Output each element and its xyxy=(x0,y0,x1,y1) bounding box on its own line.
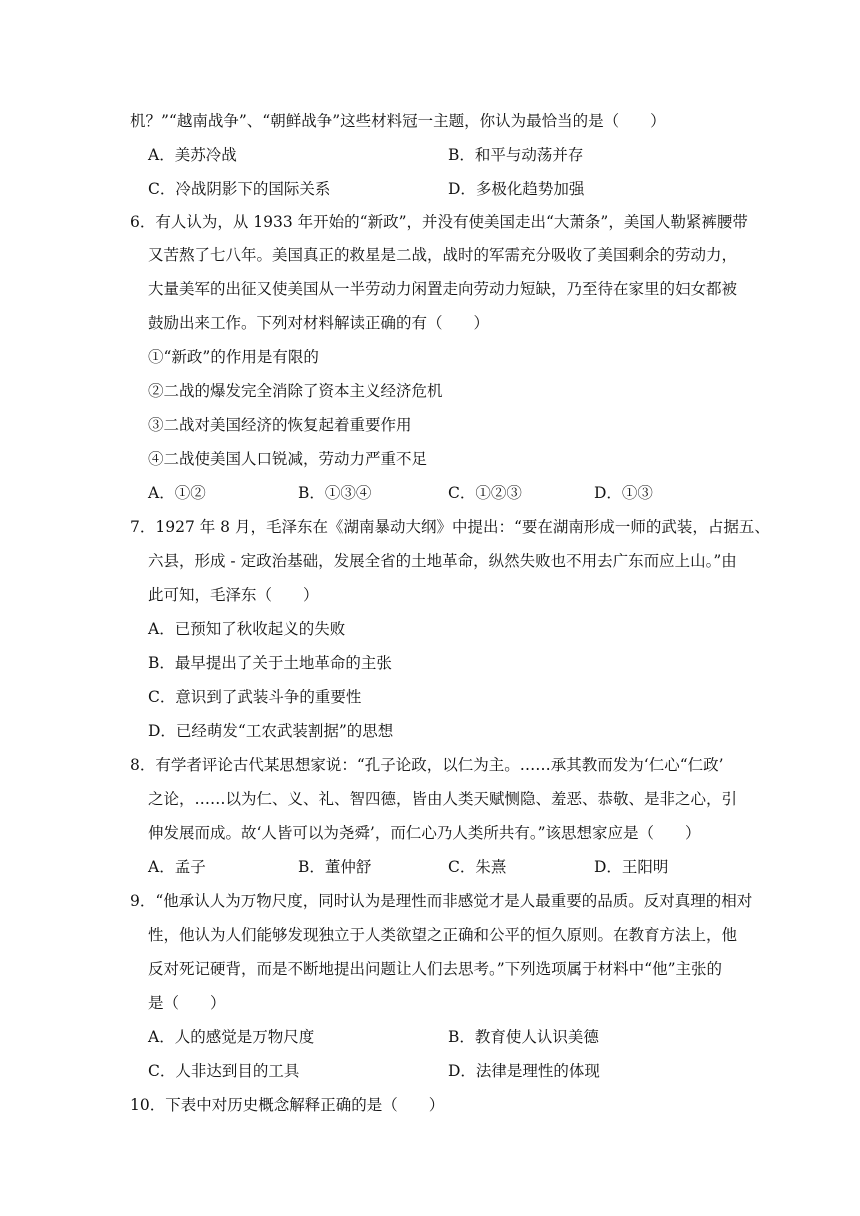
q7-option-c[interactable]: C．意识到了武装斗争的重要性 xyxy=(148,688,362,706)
q9-option-c[interactable]: C．人非达到目的工具 xyxy=(148,1062,300,1080)
q9-option-b[interactable]: B．教育使人认识美德 xyxy=(448,1028,599,1046)
q6-option-d[interactable]: D．①③ xyxy=(594,484,653,502)
q6-stem-line-3: 大量美军的出征又使美国从一半劳动力闲置走向劳动力短缺，乃至待在家里的妇女都被 xyxy=(148,280,738,298)
q8-option-d[interactable]: D．王阳明 xyxy=(594,858,669,876)
q8-stem-line-2: 之论，……以为仁、义、礼、智四德，皆由人类天赋恻隐、羞恶、恭敬、是非之心，引 xyxy=(148,790,738,808)
q8-stem-line-1: 8．有学者评论古代某思想家说：“孔子论政，以仁为主。……承其教而发为‘仁心“仁政’ xyxy=(130,756,724,774)
q9-stem-line-2: 性，他认为人们能够发现独立于人类欲望之正确和公平的恒久原则。在教育方法上，他 xyxy=(148,926,738,944)
q9-stem-line-4: 是（ ） xyxy=(148,994,226,1012)
q6-stem-line-1: 6．有人认为，从 1933 年开始的“新政”，并没有使美国走出“大萧条”，美国人勒紧裤腰带 xyxy=(130,213,748,231)
q5-option-c[interactable]: C．冷战阴影下的国际关系 xyxy=(148,180,331,198)
q6-statement-4: ④二战使美国人口锐减，劳动力严重不足 xyxy=(148,450,428,468)
q8-option-a[interactable]: A．孟子 xyxy=(148,858,206,876)
q6-statement-2: ②二战的爆发完全消除了资本主义经济危机 xyxy=(148,382,443,400)
q9-option-a[interactable]: A．人的感觉是万物尺度 xyxy=(148,1028,315,1046)
q9-option-d[interactable]: D．法律是理性的体现 xyxy=(448,1062,600,1080)
q7-stem-line-2: 六县，形成 - 定政治基础，发展全省的土地革命，纵然失败也不用去广东而应上山。”由 xyxy=(148,552,737,570)
q8-option-b[interactable]: B．董仲舒 xyxy=(298,858,372,876)
q5-option-d[interactable]: D．多极化趋势加强 xyxy=(448,180,585,198)
q9-stem-line-3: 反对死记硬背，而是不断地提出问题让人们去思考。”下列选项属于材料中“他”主张的 xyxy=(148,960,723,978)
q5-option-b[interactable]: B．和平与动荡并存 xyxy=(448,146,584,164)
q6-statement-3: ③二战对美国经济的恢复起着重要作用 xyxy=(148,416,412,434)
q7-option-d[interactable]: D．已经萌发“工农武装割据”的思想 xyxy=(148,722,394,740)
q7-stem-line-1: 7．1927 年 8 月，毛泽东在《湖南暴动大纲》中提出：“要在湖南形成一师的武装，占据五、 xyxy=(130,518,770,536)
q6-option-c[interactable]: C．①②③ xyxy=(448,484,522,502)
q8-option-c[interactable]: C．朱熹 xyxy=(448,858,507,876)
q7-stem-line-3: 此可知，毛泽东（ ） xyxy=(148,586,319,604)
q10-stem: 10．下表中对历史概念解释正确的是（ ） xyxy=(130,1096,445,1114)
q6-option-a[interactable]: A．①② xyxy=(148,484,206,502)
q9-stem-line-1: 9．“他承认人为万物尺度，同时认为是理性而非感觉才是人最重要的品质。反对真理的相对 xyxy=(130,892,753,910)
q6-stem-line-4: 鼓励出来工作。下列对材料解读正确的有（ ） xyxy=(148,314,490,332)
q6-stem-line-2: 又苦熬了七八年。美国真正的救星是二战，战时的军需充分吸收了美国剩余的劳动力， xyxy=(148,246,738,264)
q5-stem-tail: 机？”“越南战争”、“朝鲜战争”这些材料冠一主题，你认为最恰当的是（ ） xyxy=(130,112,666,130)
q7-option-a[interactable]: A．已预知了秋收起义的失败 xyxy=(148,620,346,638)
q6-option-b[interactable]: B．①③④ xyxy=(298,484,372,502)
q8-stem-line-3: 伸发展而成。故‘人皆可以为尧舜’，而仁心乃人类所共有。”该思想家应是（ ） xyxy=(148,824,701,842)
q5-option-a[interactable]: A．美苏冷战 xyxy=(148,146,237,164)
q6-statement-1: ①“新政”的作用是有限的 xyxy=(148,348,319,366)
q7-option-b[interactable]: B．最早提出了关于土地革命的主张 xyxy=(148,654,392,672)
